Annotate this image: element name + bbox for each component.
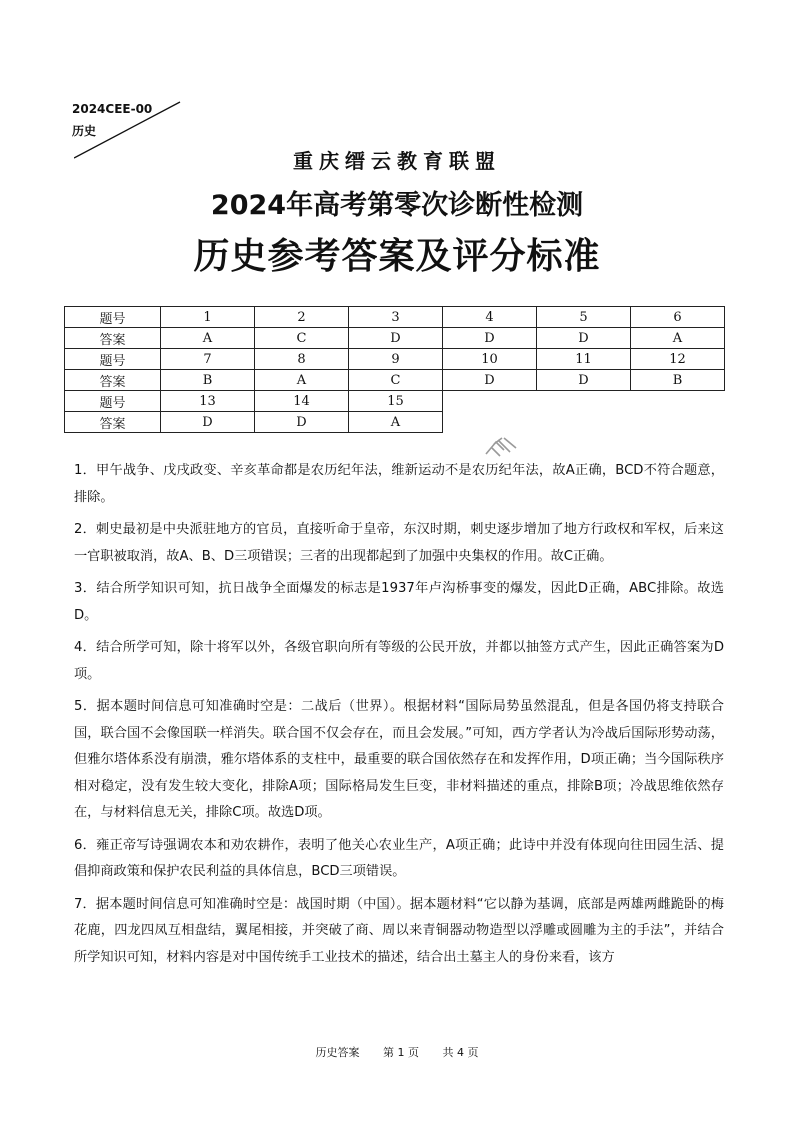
row-label: 题号 (65, 307, 161, 328)
question-number: 8 (255, 349, 349, 370)
answer-paragraph: 2．刺史最初是中央派驻地方的官员，直接听命于皇帝，东汉时期，刺史逐步增加了地方行政权和军权，后来这一官职被取消，故A、B、D三项错误；三者的出现都起到了加强中央集权的作用。故C正确。 (74, 522, 724, 564)
row-label: 答案 (65, 370, 161, 391)
empty-cell (443, 412, 537, 433)
row-label: 答案 (65, 412, 161, 433)
answer-paragraph: 5．据本题时间信息可知准确时空是：二战后（世界）。根据材料“国际局势虽然混乱，但是各国仍将支持联合国，联合国不会像国联一样消失。联合国不仅会存在，而且会发展。”可知，西方学者认为冷战后国际形势动荡，但雅尔塔体系没有崩溃，雅尔塔体系的支柱中，最重要的联合国依然存在和发挥作用，D项正确；当今国际秩序相对稳定，没有发生较大变化，排除A项；国际格局发生巨变，非材料描述的重点，排除B项；冷战思维依然存在，与材料信息无关，排除C项。故选D项。 (74, 699, 724, 820)
table-row (65, 328, 725, 349)
answer-cell: D (443, 328, 537, 349)
empty-cell (537, 412, 631, 433)
answer-paragraph: 4．结合所学可知，除十将军以外，各级官职向所有等级的公民开放，并都以抽签方式产生，因此正确答案为D项。 (74, 640, 724, 682)
answer-cell: D (537, 370, 631, 391)
answer-cell: B (631, 370, 725, 391)
answer-paragraph: 6．雍正帝写诗强调农本和劝农耕作，表明了他关心农业生产，A项正确；此诗中并没有体现向往田园生活、提倡抑商政策和保护农民利益的具体信息，BCD三项错误。 (74, 837, 724, 879)
doc-subject: 历史 (72, 124, 97, 138)
answer-explanations (74, 458, 724, 977)
question-number: 14 (255, 391, 349, 412)
empty-cell (631, 391, 725, 412)
table-row (65, 349, 725, 370)
table-row (65, 370, 725, 391)
page-footer (0, 1044, 794, 1060)
question-number: 1 (161, 307, 255, 328)
answer-paragraph: 7．据本题时间信息可知准确时空是：战国时期（中国）。据本题材料“它以静为基调，底部是两雄两雌跪卧的梅花鹿，四龙四凤互相盘结，翼尾相接，并突破了商、周以来青铜器动物造型以浮雕或圆雕为主的手法”，并结合所学知识可知，材料内容是对中国传统手工业技术的描述，结合出土墓主人的身份来看，该方 (74, 896, 724, 965)
answer-cell: A (161, 328, 255, 349)
question-number: 6 (631, 307, 725, 328)
question-number: 3 (349, 307, 443, 328)
answer-cell: D (161, 412, 255, 433)
question-number: 11 (537, 349, 631, 370)
question-number: 4 (443, 307, 537, 328)
doc-code: 2024CEE-00 (72, 102, 153, 116)
answer-cell: D (349, 328, 443, 349)
document-title: 历史参考答案及评分标准 (193, 236, 601, 277)
question-number: 7 (161, 349, 255, 370)
answer-paragraph: 1．甲午战争、戊戌政变、辛亥革命都是农历纪年法，维新运动不是农历纪年法，故A正确，BCD不符合题意，排除。 (74, 463, 724, 505)
answer-cell: C (349, 370, 443, 391)
answer-cell: A (255, 370, 349, 391)
footer-page-number: 第 1 页 (383, 1046, 419, 1059)
exam-title: 2024年高考第零次诊断性检测 (210, 190, 584, 221)
footer-total-pages: 共 4 页 (442, 1046, 479, 1059)
question-number: 13 (161, 391, 255, 412)
question-number: 10 (443, 349, 537, 370)
question-number: 5 (537, 307, 631, 328)
watermark-icon (482, 434, 522, 458)
row-label: 题号 (65, 391, 161, 412)
empty-cell (631, 412, 725, 433)
row-label: 答案 (65, 328, 161, 349)
footer-doc-name: 历史答案 (315, 1046, 360, 1059)
answer-cell: B (161, 370, 255, 391)
answer-cell: D (443, 370, 537, 391)
question-number: 2 (255, 307, 349, 328)
table-row (65, 307, 725, 328)
answer-cell: C (255, 328, 349, 349)
answer-cell: D (255, 412, 349, 433)
table-row (65, 391, 725, 412)
answer-cell: D (537, 328, 631, 349)
answer-table (64, 306, 725, 433)
answer-paragraph: 3．结合所学知识可知，抗日战争全面爆发的标志是1937年卢沟桥事变的爆发，因此D正确，ABC排除。故选D。 (74, 581, 724, 623)
question-number: 12 (631, 349, 725, 370)
answer-cell: A (631, 328, 725, 349)
empty-cell (537, 391, 631, 412)
row-label: 题号 (65, 349, 161, 370)
question-number: 9 (349, 349, 443, 370)
table-row (65, 412, 725, 433)
empty-cell (443, 391, 537, 412)
answer-cell: A (349, 412, 443, 433)
question-number: 15 (349, 391, 443, 412)
organization-name: 重庆缙云教育联盟 (293, 149, 501, 173)
